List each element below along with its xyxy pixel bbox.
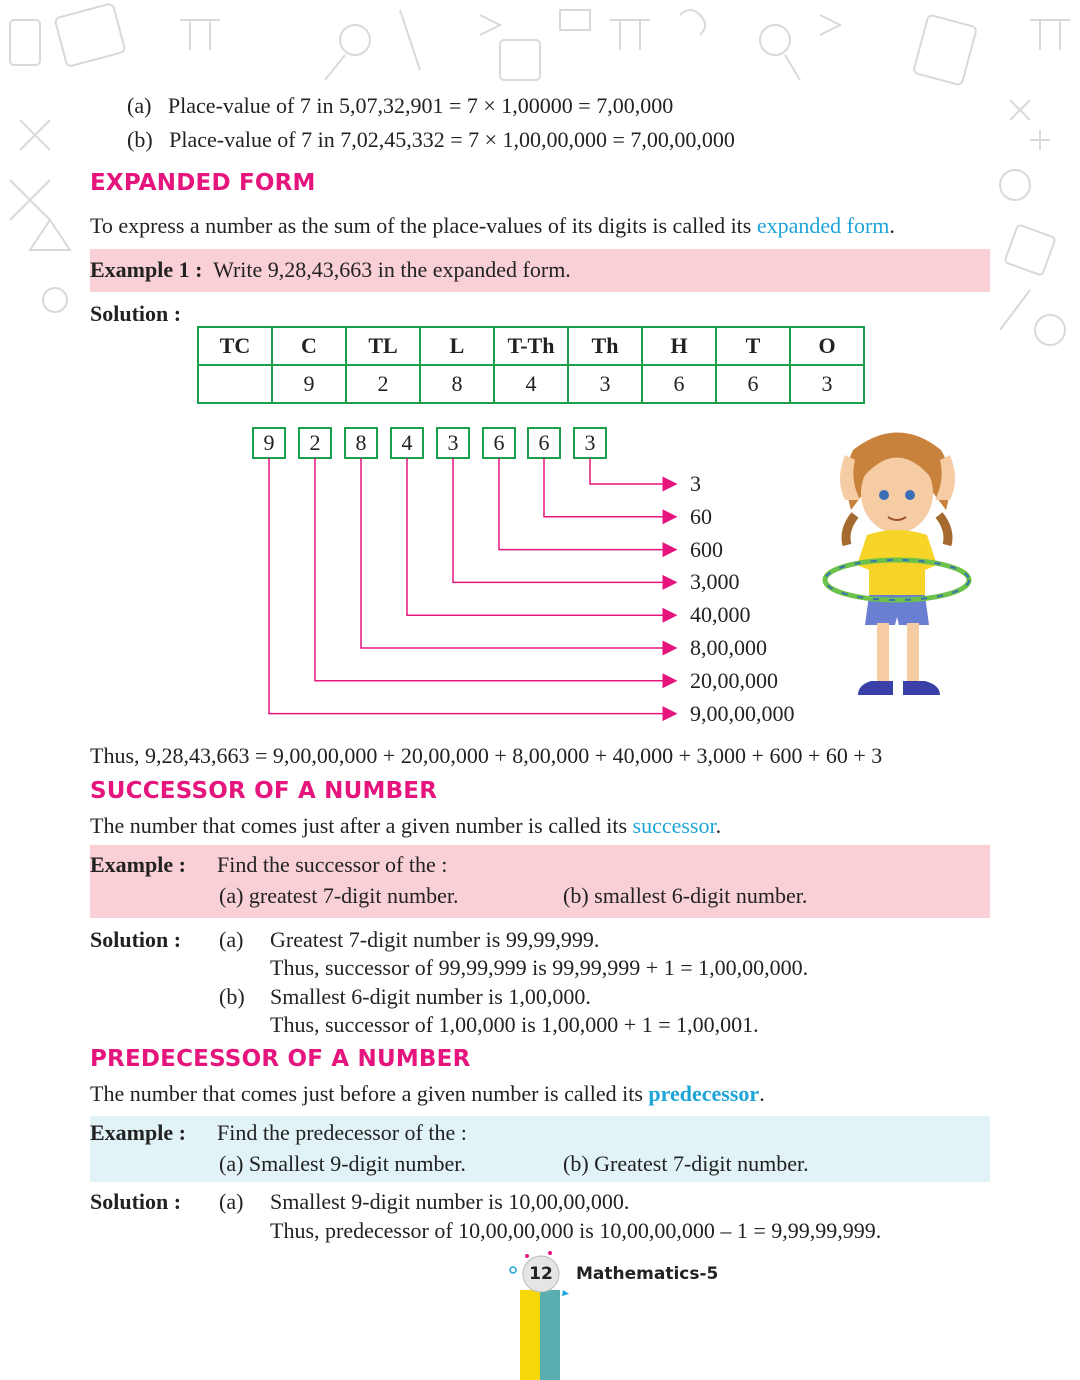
predecessor-option-b: (b) Greatest 7-digit number. <box>563 1151 809 1176</box>
example-label: Example : <box>90 1120 186 1145</box>
predecessor-heading: PREDECESSOR OF A NUMBER <box>90 1046 471 1072</box>
successor-example-text: Find the successor of the : <box>217 852 448 877</box>
place-value-cell: 4 <box>494 365 568 403</box>
place-header-cell: Th <box>568 327 642 365</box>
predecessor-example-label <box>90 1120 186 1146</box>
place-header-cell: H <box>642 327 716 365</box>
place-value-item: 3,000 <box>690 569 740 595</box>
definition-term: successor <box>632 813 716 838</box>
connector-line <box>269 458 676 714</box>
digit-box: 6 <box>482 427 516 459</box>
example-label: Example : <box>90 852 186 877</box>
place-value-cell: 6 <box>716 365 790 403</box>
successor-heading: SUCCESSOR OF A NUMBER <box>90 778 438 804</box>
digit-box: 6 <box>527 427 561 459</box>
definition-text: To express a number as the sum of the place-values of its digits is called its <box>90 213 757 238</box>
connector-line <box>544 458 676 517</box>
successor-sol-b-line2: Thus, successor of 1,00,000 is 1,00,000 + 1 = 1,00,001. <box>270 1012 759 1037</box>
digit-box: 9 <box>252 427 286 459</box>
place-value-item: 3 <box>690 471 701 496</box>
place-value-item: 600 <box>690 536 723 562</box>
definition-term: expanded form <box>756 213 890 238</box>
footer-teal-strip <box>540 1290 560 1380</box>
place-value-item: 9,00,00,000 <box>690 700 795 726</box>
expanded-form-result: Thus, 9,28,43,663 = 9,00,00,000 + 20,00,000 + 8,00,000 + 40,000 + 3,000 + 600 + 60 + 3 <box>90 743 883 768</box>
successor-sol-a-line2: Thus, successor of 99,99,999 is 99,99,999 + 1 = 1,00,00,000. <box>270 955 809 980</box>
item-label: (a) <box>127 93 152 118</box>
successor-option-b: (b) smallest 6-digit number. <box>563 883 808 908</box>
place-header-cell: T-Th <box>494 327 568 365</box>
connector-line <box>407 458 676 615</box>
item-text: Place-value of 7 in 5,07,32,901 = 7 × 1,00000 = 7,00,000 <box>167 93 674 118</box>
example-label: Example 1 : <box>90 257 203 282</box>
definition-term: predecessor <box>648 1081 760 1106</box>
place-header-cell: TC <box>198 327 272 365</box>
item-label: (b) <box>127 127 153 152</box>
digit-box: 2 <box>298 427 332 459</box>
place-value-cell: 6 <box>642 365 716 403</box>
predecessor-solution-label <box>90 1189 181 1215</box>
predecessor-definition <box>90 1081 765 1107</box>
place-value-cell: 9 <box>272 365 346 403</box>
solution-label-text: Solution : <box>90 301 182 326</box>
successor-sol-a-line1: Greatest 7-digit number is 99,99,999. <box>270 927 600 952</box>
place-value-cell: 3 <box>568 365 642 403</box>
digit-box: 4 <box>390 427 424 459</box>
predecessor-option-a: (a) Smallest 9-digit number. <box>219 1151 466 1176</box>
connector-line <box>361 458 676 648</box>
place-header-cell: TL <box>346 327 420 365</box>
place-header-cell: L <box>420 327 494 365</box>
predecessor-example-text: Find the predecessor of the : <box>217 1120 467 1145</box>
digit-box: 3 <box>436 427 470 459</box>
girl-hula-hoop-illustration <box>815 425 980 710</box>
definition-end: . <box>715 813 722 838</box>
place-header-cell: C <box>272 327 346 365</box>
connector-line <box>590 458 676 484</box>
place-value-cell: 3 <box>790 365 864 403</box>
page-number: 12 <box>529 1264 553 1284</box>
definition-end: . <box>889 213 895 238</box>
successor-sol-b-label: (b) <box>219 984 245 1009</box>
connector-line <box>453 458 676 582</box>
solution-label-text: Solution : <box>90 1189 182 1214</box>
predecessor-sol-a-label: (a) <box>219 1189 244 1214</box>
successor-solution-label <box>90 927 181 953</box>
expanded-form-heading: EXPANDED FORM <box>90 170 316 196</box>
definition-text: The number that comes just after a given number is called its <box>90 813 633 838</box>
place-header-cell: T <box>716 327 790 365</box>
successor-example-label <box>90 852 186 878</box>
place-value-item: 60 <box>690 503 712 529</box>
successor-option-a: (a) greatest 7-digit number. <box>219 883 459 908</box>
place-header-cell: O <box>790 327 864 365</box>
place-value-cell: 2 <box>346 365 420 403</box>
successor-sol-b-line1: Smallest 6-digit number is 1,00,000. <box>270 984 591 1009</box>
predecessor-sol-a-line2: Thus, predecessor of 10,00,00,000 is 10,00,00,000 – 1 = 9,99,99,999. <box>270 1218 882 1243</box>
successor-sol-a-label: (a) <box>219 927 244 952</box>
place-value-item: 40,000 <box>690 602 751 628</box>
place-value-cell: 8 <box>420 365 494 403</box>
footer-yellow-strip <box>520 1290 540 1380</box>
item-text: Place-value of 7 in 7,02,45,332 = 7 × 1,00,00,000 = 7,00,00,000 <box>169 127 735 152</box>
predecessor-sol-a-line1: Smallest 9-digit number is 10,00,00,000. <box>270 1189 630 1214</box>
digit-box: 8 <box>344 427 378 459</box>
connector-line <box>499 458 676 550</box>
place-value-item: 8,00,000 <box>690 635 767 660</box>
place-value-item: 20,00,000 <box>690 667 778 693</box>
definition-text: The number that comes just before a given number is called its <box>90 1081 649 1106</box>
digit-box: 3 <box>573 427 607 459</box>
book-title: Mathematics-5 <box>576 1264 719 1284</box>
example-text: Write 9,28,43,663 in the expanded form. <box>213 257 571 282</box>
definition-end: . <box>759 1081 765 1106</box>
successor-definition <box>90 813 721 839</box>
solution-label-text: Solution : <box>90 927 182 952</box>
